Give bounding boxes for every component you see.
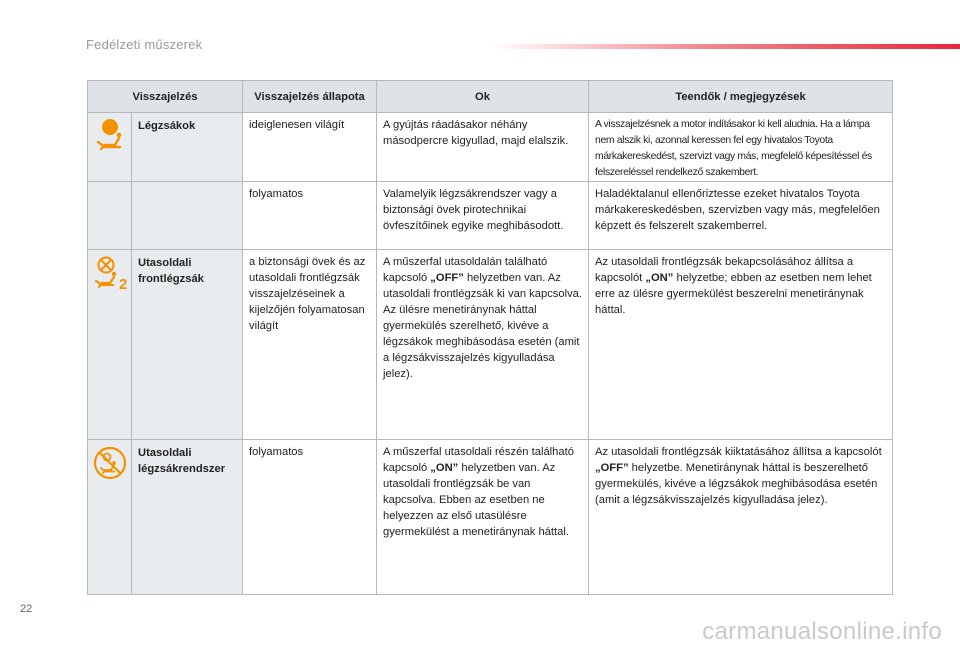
switch-position-label: „ON”: [430, 462, 459, 474]
watermark-text: carmanualsonline.info: [702, 618, 942, 645]
indicator-name-passenger-front-airbag: Utasoldali frontlégzsák: [132, 250, 243, 440]
action-text: Az utasoldali frontlégzsák bekapcsolásához állítsa a kapcsolót: [595, 256, 854, 284]
indicator-name-airbags: Légzsákok: [132, 113, 243, 182]
page-number: 22: [20, 603, 33, 615]
indicator-name-passenger-airbag-system: Utasoldali légzsákrendszer: [132, 440, 243, 595]
state-cell: a biztonsági övek és az utasoldali frontlégzsák visszajelzéseinek a kijelzőjén folyamatosan világít: [243, 250, 377, 440]
page-header-title: Fedélzeti műszerek: [86, 37, 203, 52]
switch-position-label: „OFF”: [595, 462, 629, 474]
warning-lights-table: [87, 80, 893, 595]
name-cell-empty: [132, 182, 243, 250]
state-cell: folyamatos: [243, 440, 377, 595]
header-rule: [490, 44, 960, 49]
state-cell: ideiglenesen világít: [243, 113, 377, 182]
action-cell: [589, 250, 893, 440]
action-text: Az utasoldali frontlégzsák kiiktatásához állítsa a kapcsolót: [595, 446, 882, 458]
passenger-airbag-off-icon: [92, 255, 130, 291]
table-row: [88, 182, 893, 250]
switch-position-label: „OFF”: [430, 272, 464, 284]
table-row: [88, 440, 893, 595]
action-text: helyzetbe. Menetiránynak háttal is beszerelhető gyermekülés, kivéve a légzsákok meghibásodása esetén (amit a légzsákvisszajelzés kigyulladása jelez).: [595, 462, 878, 506]
table-header-row: [88, 81, 893, 113]
cause-text: helyzetben van. Az utasoldali frontlégzsák ki van kapcsolva. Az ülésre menetiránynak háttal gyermekülés szerelhető, kivéve a légzsákok meghibásodása esetén (amit a légzsákvisszajelzés kigyulladása jelez).: [383, 272, 583, 380]
icon-cell-empty: [88, 182, 132, 250]
action-cell: [589, 440, 893, 595]
action-cell: Haladéktalanul ellenőriztesse ezeket hivatalos Toyota márkakereskedésben, szervizben vagy más, megfelelően képzett és felszerelt szakemberrel.: [589, 182, 893, 250]
cause-cell: A gyújtás ráadásakor néhány másodpercre kigyullad, majd elalszik.: [377, 113, 589, 182]
icon-cell: [88, 113, 132, 182]
action-cell: A visszajelzésnek a motor indításakor ki kell aludnia. Ha a lámpa nem alszik ki, azonnal keressen fel egy hivatalos Toyota márkakereskedést, szervizt vagy más, megfelelő képesítéssel és felszereléssel rendelkező szakembert.: [589, 113, 893, 182]
table-row: [88, 113, 893, 182]
passenger-airbag-fault-icon: [92, 445, 128, 481]
column-header-action: Teendők / megjegyzések: [589, 81, 893, 113]
cause-text: helyzetben van. Az utasoldali frontlégzsák be van kapcsolva. Ebben az esetben ne helyezzen az első utasülésre gyermekülést a menetiránynak háttal.: [383, 462, 569, 538]
cause-text: A műszerfal utasoldali részén található kapcsoló: [383, 446, 574, 474]
cause-cell: Valamelyik légzsákrendszer vagy a biztonsági övek pirotechnikai övfeszítőinek egyike meghibásodott.: [377, 182, 589, 250]
column-header-cause: Ok: [377, 81, 589, 113]
cause-cell: [377, 250, 589, 440]
table-row: [88, 250, 893, 440]
icon-cell: [88, 440, 132, 595]
column-header-state: Visszajelzés állapota: [243, 81, 377, 113]
state-cell: folyamatos: [243, 182, 377, 250]
switch-position-label: „ON”: [645, 272, 674, 284]
airbag-warning-icon: [92, 118, 128, 152]
action-text: helyzetbe; ebben az esetben nem lehet erre az ülésre gyermekülést beszerelni menetiránynak háttal.: [595, 272, 872, 316]
cause-text: A műszerfal utasoldalán található kapcsoló: [383, 256, 548, 284]
icon-cell: [88, 250, 132, 440]
svg-text:2: 2: [119, 276, 128, 291]
column-header-indicator: Visszajelzés: [88, 81, 243, 113]
cause-cell: [377, 440, 589, 595]
